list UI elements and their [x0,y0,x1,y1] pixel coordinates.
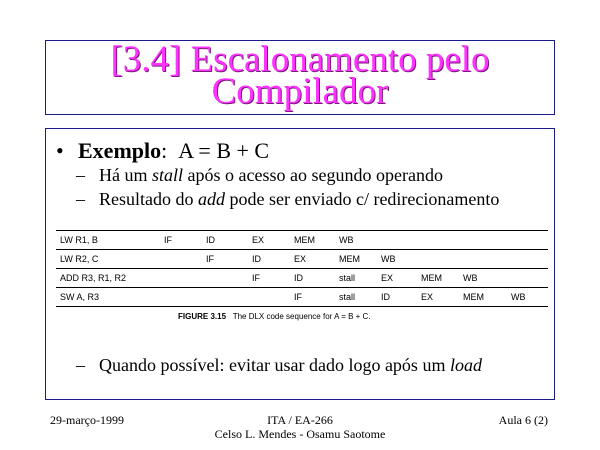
pipeline-stage-cell: ID [294,273,303,283]
sub3-text-pre: Quando possível: evitar usar dado logo após um [99,355,450,375]
sub2-text-post: pode ser enviado c/ redirecionamento [225,189,500,209]
pipeline-instruction: SW A, R3 [60,292,100,302]
bullet-colon: : [161,138,168,163]
pipeline-row [56,287,548,307]
dash-icon: – [76,165,85,185]
pipeline-stage-cell: WB [339,235,354,245]
pipeline-stage-cell: EX [294,254,307,264]
pipeline-stage-cell: WB [381,254,396,264]
pipeline-stage-cell: WB [511,292,526,302]
pipeline-stage-cell: MEM [339,254,360,264]
pipeline-instruction: LW R1, B [60,235,98,245]
sub-bullet-stall [76,165,443,186]
figure-caption-text: The DLX code sequence for A = B + C. [232,312,371,321]
pipeline-stage-cell: ID [206,235,215,245]
pipeline-stage-cell: EX [421,292,434,302]
pipeline-stage-cell: ID [381,292,390,302]
sub1-text-italic: stall [152,165,184,185]
pipeline-row [56,268,548,287]
sub1-text-post: após o acesso ao segundo operando [183,165,443,185]
footer-lecture: Aula 6 (2) [498,413,548,427]
bullet-equation: A = B + C [178,138,270,163]
pipeline-stage-cell: stall [339,292,356,302]
footer-authors: Celso L. Mendes - Osamu Saotome [214,427,386,441]
sub3-text-italic: load [449,355,482,375]
pipeline-stage-cell: MEM [421,273,442,283]
pipeline-row [56,249,548,268]
pipeline-stage-cell: MEM [294,235,315,245]
pipeline-stage-cell: stall [339,273,356,283]
pipeline-stage-cell: WB [463,273,478,283]
sub-bullet-forwarding [76,189,499,210]
bullet-dot-icon: • [56,138,64,163]
pipeline-stage-cell: EX [252,235,265,245]
footer-date: 29-março-1999 [50,413,124,427]
pipeline-stage-cell: IF [252,273,260,283]
sub-bullet-avoid-load-use [76,355,482,376]
sub2-text-pre: Resultado do [99,189,198,209]
pipeline-stage-cell: EX [381,273,394,283]
title-box [45,40,555,115]
sub2-text-italic: add [198,189,225,209]
pipeline-instruction: LW R2, C [60,254,99,264]
pipeline-stage-cell: IF [294,292,302,302]
figure-label: FIGURE 3.15 [178,312,227,321]
sub1-text-pre: Há um [99,165,152,185]
pipeline-stage-cell: MEM [463,292,484,302]
bullet-label: Exemplo [78,138,162,163]
pipeline-table [56,230,548,307]
bullet-exemplo [56,138,269,164]
slide-title-line-2: Compilador [211,71,389,112]
pipeline-stage-cell: ID [252,254,261,264]
slide-title-line-1: [3.4] Escalonamento pelo [110,39,490,80]
footer-course: ITA / EA-266 [267,413,333,427]
dash-icon: – [76,189,85,209]
figure-caption [178,312,371,321]
dash-icon: – [76,355,85,375]
pipeline-instruction: ADD R3, R1, R2 [60,273,127,283]
pipeline-stage-cell: IF [164,235,172,245]
pipeline-stage-cell: IF [206,254,214,264]
pipeline-row [56,230,548,249]
